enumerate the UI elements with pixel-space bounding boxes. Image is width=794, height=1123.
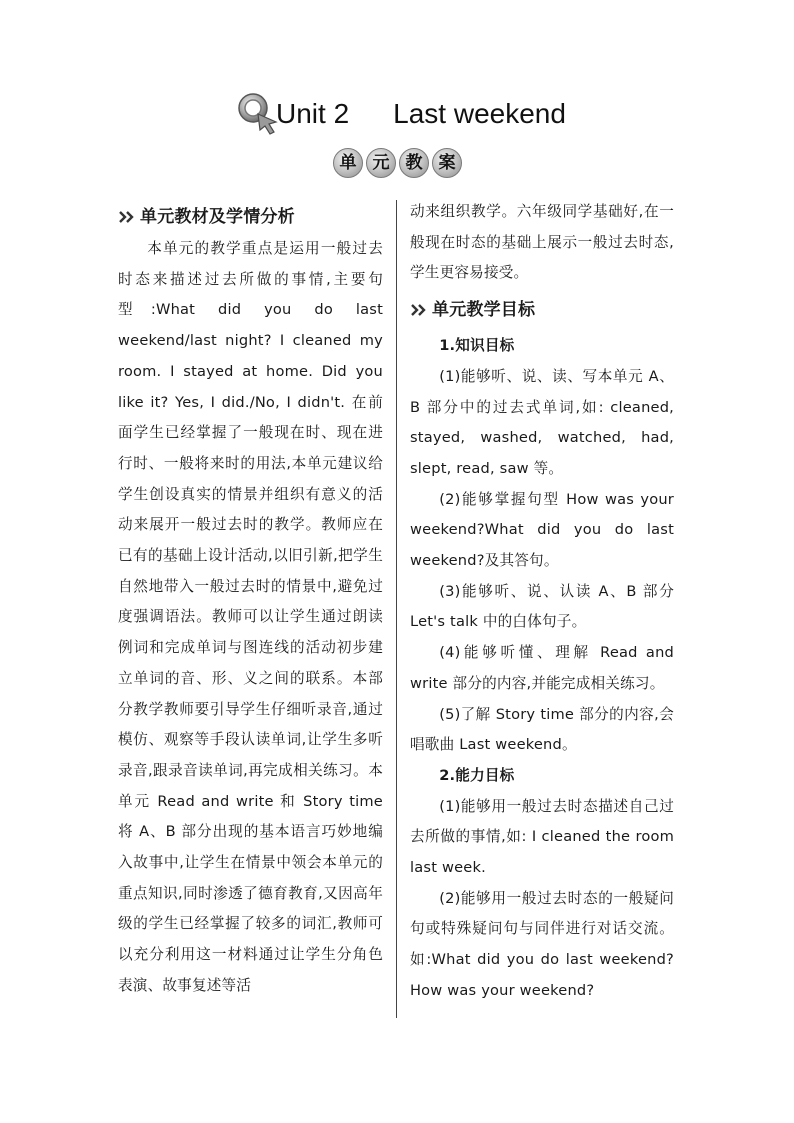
double-chevron-icon (118, 200, 138, 234)
section-heading-text: 单元教学目标 (432, 300, 536, 321)
badge-char: 单 (333, 148, 363, 178)
double-chevron-icon (410, 293, 430, 327)
right-column (410, 197, 674, 1007)
section-heading-text: 单元教材及学情分析 (140, 207, 295, 227)
badge-char: 元 (366, 148, 396, 178)
magnifier-cursor-icon (236, 92, 280, 136)
knowledge-item: (5)了解 Story time 部分的内容,会唱歌曲 Last weekend。 (410, 705, 674, 754)
section-heading-objectives (410, 293, 674, 327)
knowledge-item: (2)能够掌握句型 How was your weekend?What did you do last weekend?及其答句。 (410, 490, 674, 570)
unit-title (276, 92, 566, 136)
left-column (118, 200, 383, 1002)
knowledge-item: (3)能够听、说、认读 A、B 部分 Let's talk 中的白体句子。 (410, 582, 674, 631)
ability-item: (1)能够用一般过去时态描述自己过去所做的事情,如: I cleaned the room last week. (410, 797, 674, 877)
page-title-block (236, 92, 596, 136)
badge-char: 教 (399, 148, 429, 178)
ability-objectives-title: 2.能力目标 (439, 766, 515, 784)
ability-item: (2)能够用一般过去时态的一般疑问句或特殊疑问句与同伴进行对话交流。 如:What did you do last weekend? How was your weekend? (410, 889, 674, 999)
badge-char: 案 (432, 148, 462, 178)
knowledge-item: (4)能够听懂、理解 Read and write 部分的内容,并能完成相关练习。 (410, 644, 674, 692)
unit-lesson-plan-badges (333, 148, 463, 180)
column-divider (396, 200, 397, 1018)
analysis-continuation: 动来组织教学。六年级同学基础好,在一般现在时态的基础上展示一般过去时态,学生更容易接受。 (410, 203, 674, 282)
section-heading-analysis (118, 200, 383, 234)
unit-name: Last weekend (393, 98, 566, 129)
knowledge-item: (1)能够听、说、读、写本单元 A、B 部分中的过去式单词,如: cleaned, stayed, washed, watched, had, slept, read, saw 等。 (410, 367, 674, 477)
unit-number: Unit 2 (276, 98, 350, 129)
knowledge-objectives-title: 1.知识目标 (439, 337, 515, 355)
analysis-paragraph: 本单元的教学重点是运用一般过去时态来描述过去所做的事情,主要句型:What did you do last weekend/last night? I cleaned my room. I stayed at home. Did you like it? Yes, I did./No, I didn't. 在前面学生已经掌握了一般现在时、现在进行时、一般将来时的用法,本单元建议给学生创设真实的情景并组织有意义的活动来展开一般过去时的教学。教师应在已有的基础上设计活动,以旧引新,把学生自然地带入一般过去时的情景中,避免过度强调语法。教师可以让学生通过朗读例词和完成单词与图连线的活动初步建立单词的音、形、义之间的联系。本部分教学教师要引导学生仔细听录音,通过模仿、观察等手段认读单词,让学生多听录音,跟录音读单词,再完成相关练习。本单元 Read and write 和 Story time 将 A、B 部分出现的基本语言巧妙地编入故事中,让学生在情景中领会本单元的重点知识,同时渗透了德育教育,又因高年级的学生已经掌握了较多的词汇,教师可以充分利用这一材料通过让学生分角色表演、故事复述等活 (118, 240, 383, 994)
